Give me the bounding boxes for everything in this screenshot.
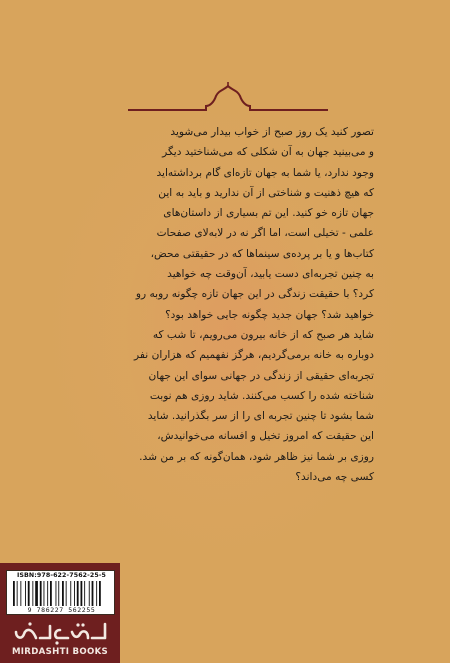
blurb-line: دوباره به خانه برمی‌گردیم، هرگز نفهمیم که هزاران نفر: [134, 349, 374, 362]
blurb-line: به چنین تجربه‌ای دست یابید، آن‌وقت چه خواهید: [167, 268, 374, 281]
isbn-barcode-label: [6, 570, 115, 615]
barcode-icon: [11, 581, 111, 606]
blurb-line: تجربه‌ای حقیقی از زندگی در جهانی سوای این جهان: [148, 369, 374, 382]
blurb-line: شاید هر صبح که از خانه بیرون می‌رویم، تا شب که: [152, 328, 374, 341]
blurb-line: این حقیقت که امروز تخیل و افسانه می‌خوانیدش،: [157, 430, 374, 443]
publisher-logo-icon: [10, 618, 110, 646]
blurb-line: خواهید شد؟ جهان جدید چگونه جایی خواهد بود؟: [165, 308, 374, 321]
blurb-line: روزی بر شما نیز ظاهر شود، همان‌گونه که بر من شد.: [139, 450, 374, 463]
blurb-line: تصور کنید یک روز صبح از خواب بیدار می‌شوید: [170, 126, 374, 138]
blurb-line: جهان تازه خو کنید. این تم بسیاری از داستان‌های: [163, 207, 374, 220]
blurb-line: علمی - تخیلی است، اما اگر نه در لابه‌لای صفحات: [156, 227, 374, 240]
blurb-line: وجود ندارد، یا شما به جهان تازه‌ای گام برداشته‌اید: [156, 166, 374, 179]
publisher-block: [0, 563, 120, 663]
isbn-number: ISBN:978-622-7562-25-5: [16, 572, 107, 579]
blurb-line: که هیچ ذهنیت و شناختی از آن ندارید و باید به این: [158, 186, 374, 199]
blurb-line: کسی چه می‌داند؟: [295, 471, 374, 484]
blurb-text: [58, 122, 374, 487]
blurb-line: شما بشود تا چنین تجربه ای را از سر بگذرانید. شاید: [147, 410, 374, 423]
blurb-line: شناخته شده را کسب می‌کنند. شاید روزی هم نوبت: [149, 389, 374, 402]
barcode-digits: 9 786227 562255: [27, 606, 96, 614]
dome-ornament-icon: [128, 80, 328, 120]
blurb-line: کرد؟ با حقیقت زندگی در این جهان تازه چگونه روبه رو: [135, 288, 374, 301]
blurb-line: و می‌بینید جهان به آن شکلی که می‌شناختید دیگر: [162, 146, 374, 159]
publisher-name: MIRDASHTI BOOKS: [11, 647, 109, 657]
blurb-line: کتاب‌ها و یا بر پرده‌ی سینماها که در حقیقتی محض،: [150, 247, 374, 260]
